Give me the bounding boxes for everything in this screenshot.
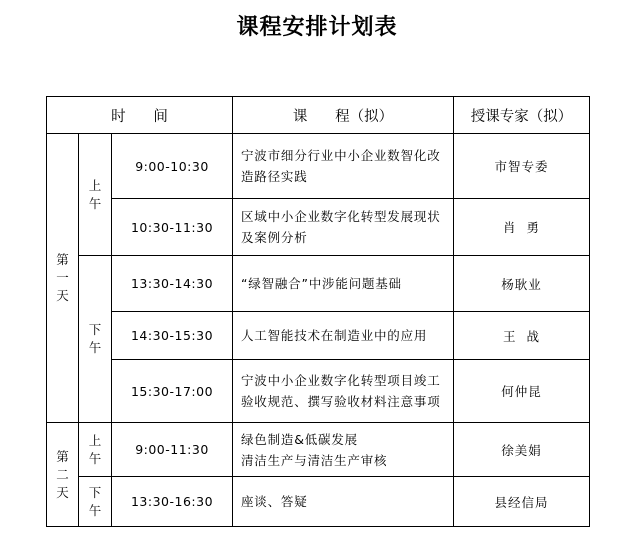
day-2-char: 第: [56, 448, 69, 464]
period-char: 上: [88, 177, 102, 193]
period-char: 午: [88, 502, 102, 518]
table-row: [47, 477, 590, 527]
expert-cell: 肖 勇: [454, 199, 590, 256]
expert-cell: 县经信局: [454, 477, 590, 527]
course-cell: 人工智能技术在制造业中的应用: [233, 312, 454, 360]
period-char: 下: [88, 322, 102, 337]
period-char: 下: [88, 484, 102, 500]
course-cell: 区域中小企业数字化转型发展现状及案例分析: [233, 199, 454, 256]
course-line: 清洁生产与清洁生产审核: [241, 452, 388, 468]
table-row: [47, 312, 590, 360]
header-course-label: 课 程（拟）: [292, 108, 394, 125]
course-cell: 座谈、答疑: [233, 477, 454, 527]
period-char: 午: [88, 340, 102, 355]
time-slot: 13:30-16:30: [112, 477, 233, 527]
header-expert-label: 授课专家（拟）: [470, 108, 573, 125]
time-slot: 9:00-11:30: [112, 423, 233, 477]
course-line: 绿色制造&低碳发展: [241, 431, 358, 447]
expert-cell: 王 战: [454, 312, 590, 360]
time-slot: 9:00-10:30: [112, 134, 233, 199]
schedule-table: [46, 96, 590, 527]
expert-cell: 何仲昆: [454, 360, 590, 423]
period-morning-1: [79, 134, 112, 256]
period-char: 午: [88, 195, 102, 211]
period-char: 午: [88, 450, 102, 466]
course-cell: 宁波市细分行业中小企业数智化改造路径实践: [233, 134, 454, 199]
header-course: [233, 97, 454, 134]
course-cell: 宁波中小企业数字化转型项目竣工验收规范、撰写验收材料注意事项: [233, 360, 454, 423]
header-row: [47, 97, 590, 134]
time-slot: 15:30-17:00: [112, 360, 233, 423]
expert-cell: 杨耿业: [454, 256, 590, 312]
header-time-label: 时 间: [111, 108, 168, 125]
table-row: [47, 134, 590, 199]
table-row: [47, 256, 590, 312]
time-slot: 13:30-14:30: [112, 256, 233, 312]
page-title: 课程安排计划表: [236, 15, 398, 40]
day-1-char: 一: [56, 270, 69, 285]
day-label-1: [47, 134, 79, 423]
day-label-2: [47, 423, 79, 527]
day-1-char: 第: [56, 252, 69, 267]
day-2-char: 天: [56, 484, 69, 500]
period-afternoon-2: [79, 477, 112, 527]
course-cell: [233, 423, 454, 477]
header-time: [47, 97, 233, 134]
table-row: [47, 423, 590, 477]
expert-cell: 徐美娟: [454, 423, 590, 477]
time-slot: 14:30-15:30: [112, 312, 233, 360]
period-afternoon-1: [79, 256, 112, 423]
table-row: [47, 199, 590, 256]
course-cell: “绿智融合”中涉能问题基础: [233, 256, 454, 312]
period-char: 上: [88, 432, 102, 448]
time-slot: 10:30-11:30: [112, 199, 233, 256]
table-row: [47, 360, 590, 423]
expert-cell: 市智专委: [454, 134, 590, 199]
period-morning-2: [79, 423, 112, 477]
header-expert: [454, 97, 590, 134]
day-1-char: 天: [56, 288, 69, 303]
day-2-char: 二: [56, 466, 69, 482]
